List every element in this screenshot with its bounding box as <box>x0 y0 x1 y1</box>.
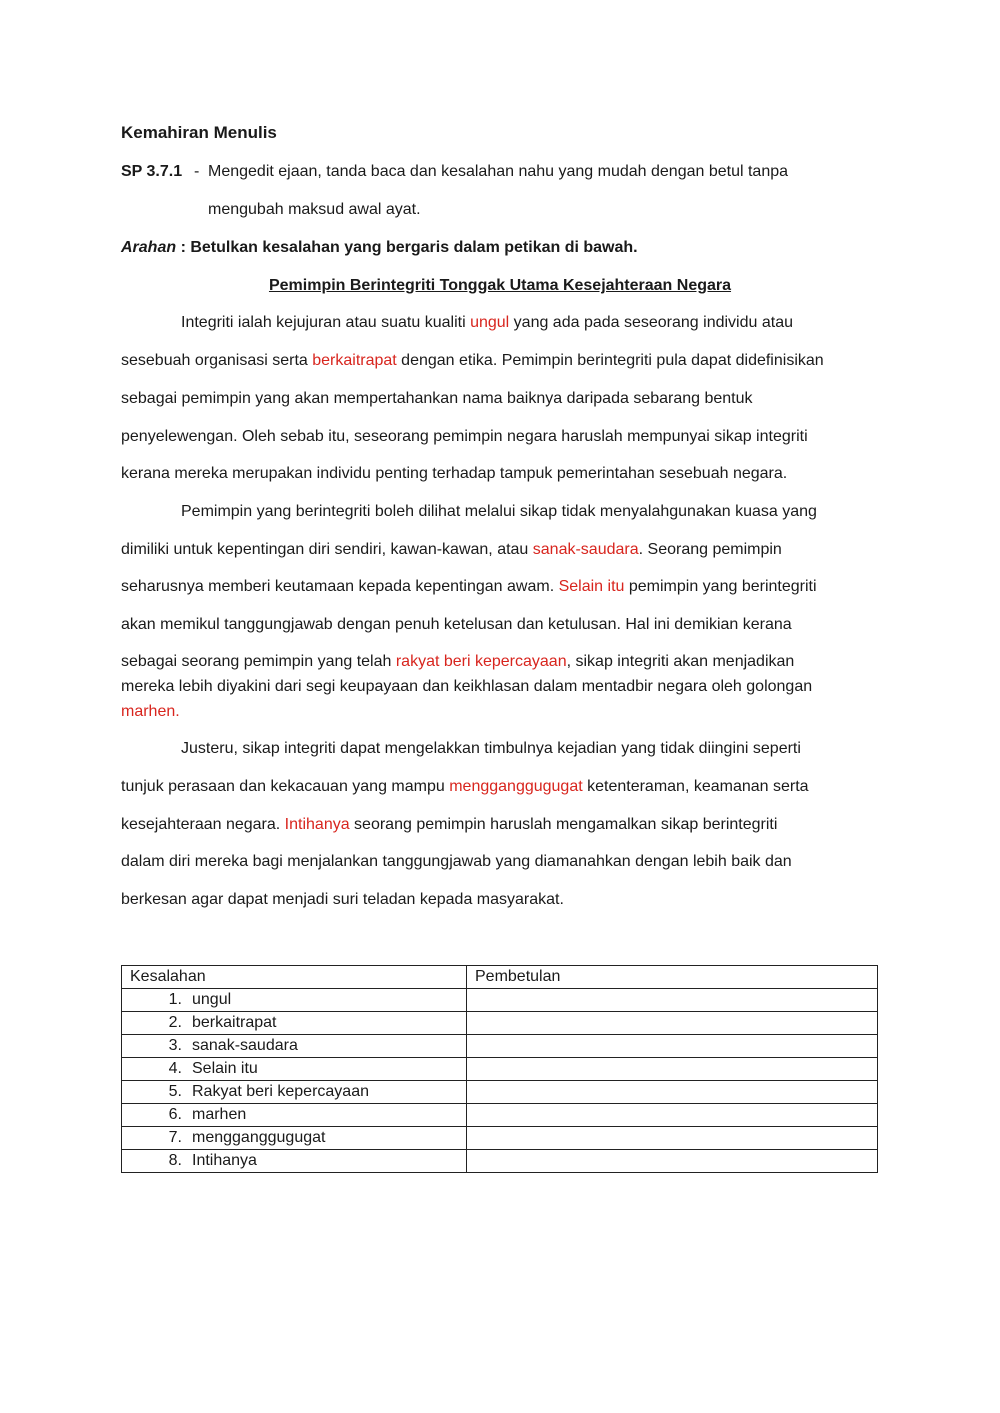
row-number: 2. <box>168 1014 182 1031</box>
page-title: Kemahiran Menulis <box>121 123 277 142</box>
passage-line: dimiliki untuk kepentingan diri sendiri, kawan-kawan, atau sanak-saudara. Seorang pemimpin <box>121 541 782 558</box>
table-header-row <box>122 966 878 989</box>
correction-cell[interactable] <box>467 1035 878 1058</box>
row-number: 5. <box>168 1083 182 1100</box>
passage-line: kerana mereka merupakan individu penting terhadap tampuk pemerintahan sesebuah negara. <box>121 465 788 482</box>
error-word: sanak-saudara <box>532 541 639 558</box>
passage-line: akan memikul tanggungjawab dengan penuh ketelusan dan ketulusan. Hal ini demikian kerana <box>121 616 792 633</box>
correction-cell[interactable] <box>467 1081 878 1104</box>
correction-cell[interactable] <box>467 989 878 1012</box>
error-cell <box>122 1104 467 1127</box>
error-word: Selain itu <box>558 578 625 595</box>
passage-title: Pemimpin Berintegriti Tonggak Utama Kesejahteraan Negara <box>268 277 732 294</box>
table-row <box>122 1035 878 1058</box>
error-term: mengganggugugat <box>192 1129 326 1146</box>
passage-line: tunjuk perasaan dan kekacauan yang mampu mengganggugugat ketenteraman, keamanan serta <box>121 778 809 795</box>
row-number: 6. <box>168 1106 182 1123</box>
passage-line: dalam diri mereka bagi menjalankan tanggungjawab yang diamanahkan dengan lebih baik dan <box>121 853 792 870</box>
passage-line: berkesan agar dapat menjadi suri teladan kepada masyarakat. <box>121 891 564 908</box>
column-header-kesalahan: Kesalahan <box>122 966 467 989</box>
table-row <box>122 1150 878 1173</box>
error-cell <box>122 989 467 1012</box>
error-cell <box>122 1150 467 1173</box>
table-row <box>122 1058 878 1081</box>
standard-text-line2: mengubah maksud awal ayat. <box>208 201 421 218</box>
table-row <box>122 1127 878 1150</box>
table-row <box>122 989 878 1012</box>
passage-line: penyelewengan. Oleh sebab itu, seseorang pemimpin negara haruslah mempunyai sikap integriti <box>121 428 808 445</box>
correction-cell[interactable] <box>467 1127 878 1150</box>
passage-line: sebagai seorang pemimpin yang telah rakyat beri kepercayaan, sikap integriti akan menjadikan <box>121 653 795 670</box>
row-number: 3. <box>168 1037 182 1054</box>
passage-line: seharusnya memberi keutamaan kepada kepentingan awam. Selain itu pemimpin yang berintegriti <box>121 578 817 595</box>
passage-line: Justeru, sikap integriti dapat mengelakkan timbulnya kejadian yang tidak diingini seperti <box>181 740 801 757</box>
error-word: marhen. <box>121 703 180 720</box>
correction-cell[interactable] <box>467 1058 878 1081</box>
error-cell <box>122 1058 467 1081</box>
instruction-text: : Betulkan kesalahan yang bergaris dalam petikan di bawah. <box>176 239 638 256</box>
column-header-pembetulan: Pembetulan <box>467 966 878 989</box>
error-term: Selain itu <box>192 1060 258 1077</box>
passage-line: kesejahteraan negara. Intihanya seorang pemimpin haruslah mengamalkan sikap berintegriti <box>121 816 778 833</box>
error-term: sanak-saudara <box>192 1037 298 1054</box>
row-number: 4. <box>168 1060 182 1077</box>
table-row <box>122 1012 878 1035</box>
error-word: rakyat beri kepercayaan <box>395 653 567 670</box>
row-number: 1. <box>168 991 182 1008</box>
corrections-table <box>121 965 878 1173</box>
passage-line: mereka lebih diyakini dari segi keupayaan dan keikhlasan dalam mentadbir negara oleh golongan <box>121 678 813 695</box>
row-number: 7. <box>168 1129 182 1146</box>
table-row <box>122 1104 878 1127</box>
error-cell <box>122 1127 467 1150</box>
row-number: 8. <box>168 1152 182 1169</box>
error-term: berkaitrapat <box>192 1014 277 1031</box>
correction-cell[interactable] <box>467 1012 878 1035</box>
error-word: mengganggugugat <box>449 778 583 795</box>
error-word: berkaitrapat <box>312 352 397 369</box>
error-term: Intihanya <box>192 1152 257 1169</box>
error-cell <box>122 1012 467 1035</box>
instruction-label: Arahan <box>121 239 177 256</box>
standard-dash: - <box>194 163 200 180</box>
correction-cell[interactable] <box>467 1104 878 1127</box>
error-word: Intihanya <box>284 816 350 833</box>
error-cell <box>122 1035 467 1058</box>
correction-cell[interactable] <box>467 1150 878 1173</box>
passage-line: Pemimpin yang berintegriti boleh dilihat melalui sikap tidak menyalahgunakan kuasa yang <box>181 503 817 520</box>
standard-code: SP 3.7.1 <box>121 163 183 180</box>
error-term: Rakyat beri kepercayaan <box>192 1083 369 1100</box>
error-term: marhen <box>192 1106 247 1123</box>
error-term: ungul <box>192 991 232 1008</box>
passage-line: sesebuah organisasi serta berkaitrapat dengan etika. Pemimpin berintegriti pula dapat didefinisikan <box>121 352 824 369</box>
passage-line: Integriti ialah kejujuran atau suatu kualiti ungul yang ada pada seseorang individu atau <box>181 314 793 331</box>
passage-line: sebagai pemimpin yang akan mempertahankan nama baiknya daripada sebarang bentuk <box>121 390 753 407</box>
error-cell <box>122 1081 467 1104</box>
error-word: ungul <box>470 314 510 331</box>
instruction <box>121 238 638 258</box>
table-row <box>122 1081 878 1104</box>
standard-text-line1: Mengedit ejaan, tanda baca dan kesalahan nahu yang mudah dengan betul tanpa <box>208 163 789 180</box>
